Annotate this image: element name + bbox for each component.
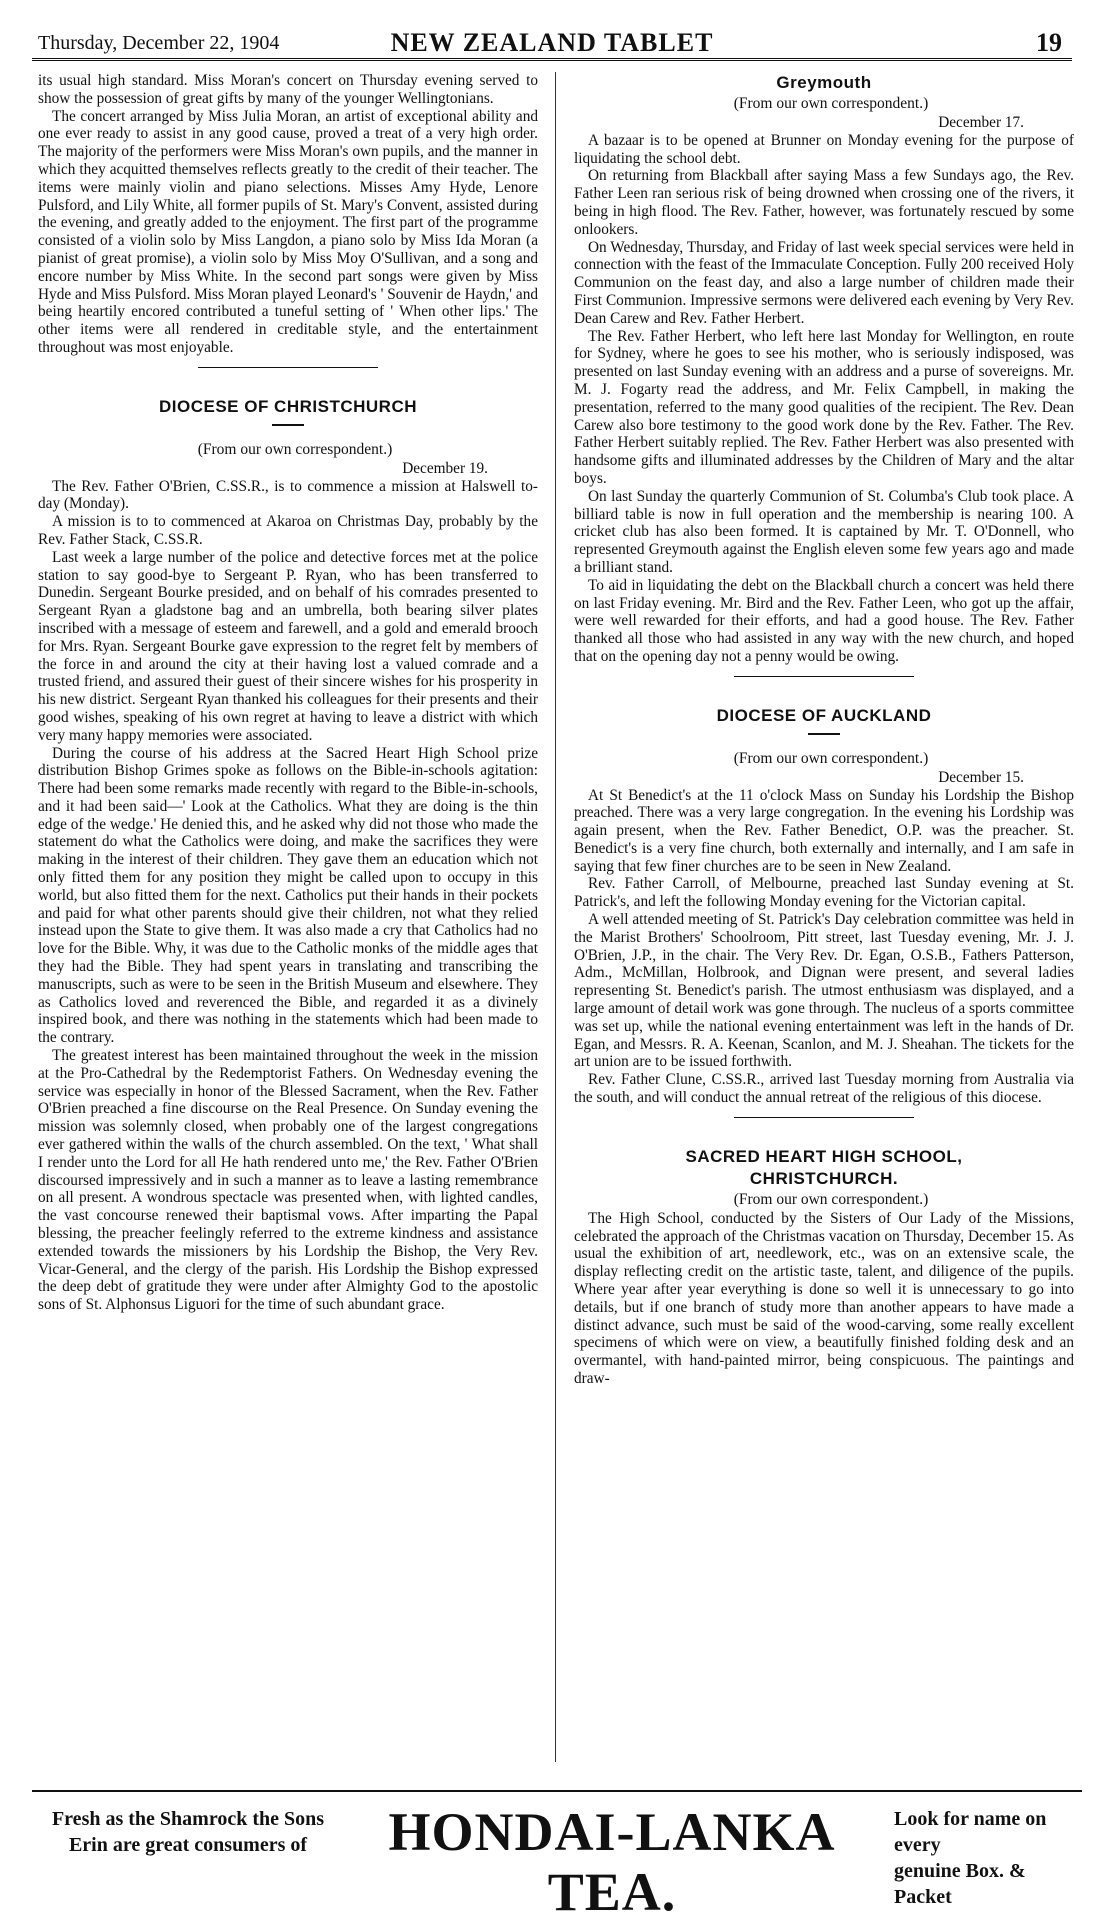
- article-paragraph: The Rev. Father Herbert, who left here last Monday for Wellington, en route for Sydney, where he goes to see his mother, who is seriously indisposed, was presented on last Sunday evening with an address and a purse of sovereigns. Mr. M. J. Fogarty read the address, and Mr. Felix Campbell, in making the presentation, referred to the many good qualities of the recipient. The Rev. Dean Carew also bore testimony to the good work done by the Rev. Father. The Rev. Father Herbert suitably replied. The Rev. Father Herbert was also presented with handsome gifts and illuminated addresses by the Children of Mary and the altar boys.: [574, 327, 1074, 487]
- ad-tagline-line1: Fresh as the Shamrock the Sons: [51, 1808, 325, 1830]
- correspondent-note: (From our own correspondent.): [197, 440, 393, 458]
- article-paragraph: A mission is to to commenced at Akaroa on Christmas Day, probably by the Rev. Father Stack, C.SS.R.: [38, 513, 538, 548]
- article-paragraph: At St Benedict's at the 11 o'clock Mass on Sunday his Lordship the Bishop preached. There was a very large congregation. In the evening his Lordship was again present, when the Rev. Father Benedict, O.P. was the preacher. St. Benedict's is a very fine church, both externally and internally, and I am safe in saying that few finer churches are to be seen in New Zealand.: [574, 786, 1074, 875]
- article-paragraph: A well attended meeting of St. Patrick's Day celebration committee was held in the Marist Brothers' Schoolroom, Pitt street, last Tuesday evening, Mr. J. J. O'Brien, J.P., in the chair. The Very Rev. Dr. Egan, O.S.B., Fathers Patterson, Adm., McMillan, Holbrook, and Dignan were present, and several ladies representing St. Benedict's parish. The utmost enthusiasm was displayed, and a large amount of detail work was gone through. The nucleus of a sports committee was set up, while the national evening entertainment was left in the hands of Dr. Egan, and Messrs. R. A. Keenan, Scanlon, and M. J. Sheahan. The tickets for the art union are to be issued forthwith.: [574, 911, 1074, 1071]
- article-paragraph: A bazaar is to be opened at Brunner on Monday evening for the purpose of liquidating the school debt.: [574, 131, 1074, 167]
- column-rule: [555, 72, 556, 1762]
- article-paragraph: On returning from Blackball after saying Mass a few Sundays ago, the Rev. Father Leen ran serious risk of being drowned when crossing one of the rivers, it being in high flood. The Rev. Father, however, was fortunately rescued by some onlookers.: [574, 167, 1074, 238]
- ad-notice-line2: genuine Box. & Packet: [894, 1860, 1026, 1908]
- article-paragraph: To aid in liquidating the debt on the Blackball church a concert was held there on last Friday evening. Mr. Bird and the Rev. Father Leen, who got up the affair, were well rewarded for their efforts, and had a good house. The Rev. Father thanked all those who had assisted in any way with the new church, and hoped that on the opening day not a penny would be owing.: [574, 576, 1074, 665]
- article-paragraph: Rev. Father Carroll, of Melbourne, preached last Sunday evening at St. Patrick's, and left the following Monday evening for the Victorian capital.: [574, 875, 1074, 911]
- ad-brand-name: HONDAI-LANKA TEA.: [388, 1802, 836, 1922]
- title-rule: [808, 733, 840, 735]
- section-title-auckland: DIOCESE OF AUCKLAND: [716, 705, 932, 725]
- dateline: December 19.: [402, 459, 488, 477]
- page-header: [32, 20, 1072, 61]
- article-paragraph: During the course of his address at the Sacred Heart High School prize distribution Bishop Grimes spoke as follows on the Bible-in-schools agitation: There had been some remarks made recently with regard to the Bible-in-schools, and it had been said—' Look at the Catholics. What they are doing is the thin edge of the wedge.' He denied this, and he asked why did not those who made the statement do what the Catholics were doing, and make the sacrifices they were making in the interest of their children. They gave them an education which not only fitted them for any position they might be called upon to occupy in this world, but also fitted them for the next. Catholics put their hands in their pockets and paid for what other parents should give their children, not what they relied instead upon the State to give them. It was also made a cry that Catholics had no love for the Bible. Why, it was due to the Catholic monks of the middle ages that they had the Bible. They had spent years in translating and transcribing the manuscripts, such as were to be seen in the British Museum and elsewhere. They as Catholics loved and reverenced the Bible, and regarded it as a divinely inspired book, and there was nothing in the statements which had been made to the contrary.: [38, 744, 538, 1047]
- section-title-greymouth: Greymouth: [776, 73, 872, 92]
- correspondent-note: (From our own correspondent.): [733, 95, 929, 112]
- correspondent-note: (From our own correspondent.): [733, 749, 929, 767]
- article-paragraph: On last Sunday the quarterly Communion of St. Columba's Club took place. A billiard table is now in full operation and the membership is nearing 100. A cricket club has also been formed. It is captained by Mr. T. O'Donnell, who represented Greymouth against the English eleven some few years ago and made a brilliant stand.: [574, 487, 1074, 576]
- page-number: 19: [1036, 28, 1062, 57]
- article-paragraph: The Rev. Father O'Brien, C.SS.R., is to commence a mission at Halswell to-day (Monday).: [38, 477, 538, 513]
- section-title-sacred-heart-line2: CHRISTCHURCH.: [749, 1168, 899, 1188]
- article-paragraph: On Wednesday, Thursday, and Friday of last week special services were held in connection with the feast of the Immaculate Conception. Fully 200 received Holy Communion on the feast day, and also a large number of children made their First Communion. Impressive sermons were delivered each evening by Very Rev. Dean Carew and Rev. Father Herbert.: [574, 238, 1074, 327]
- concert-paragraph: The concert arranged by Miss Julia Moran, an artist of exceptional ability and one ever ready to assist in any good cause, proved a treat of a very high order. The majority of the performers were Miss Moran's own pupils, and the manner in which they acquitted themselves reflects greatly to the credit of their teacher. The items were mainly violin and piano selections. Misses Amy Hyde, Lenore Pulsford, and Lily White, all former pupils of St. Mary's Convent, assisted during the evening, and greatly added to the enjoyment. The first part of the programme consisted of a violin solo by Miss Langdon, a piano solo by Miss Ida Moran (a pianist of great promise), a violin solo by Miss Moy O'Sullivan, and a song and encore number by Miss White. In the second part songs were given by Miss Hyde and Miss Pulsford. Miss Moran played Leonard's ' Souvenir de Haydn,' and being heartily encored contributed a tuneful setting of ' When other lips.' The other items were all rendered in creditable style, and the entertainment throughout was most enjoyable.: [38, 107, 538, 356]
- correspondent-note: (From our own correspondent.): [733, 1190, 929, 1208]
- ad-tagline: [38, 1806, 338, 1858]
- ad-tagline-line2: Erin are great consumers of: [68, 1834, 308, 1856]
- left-column: [38, 72, 538, 1314]
- dateline: December 15.: [938, 768, 1024, 786]
- ad-notice: [894, 1806, 1084, 1910]
- dateline: December 17.: [938, 114, 1024, 131]
- section-title-sacred-heart: SACRED HEART HIGH SCHOOL,: [685, 1146, 963, 1166]
- article-paragraph: The greatest interest has been maintained throughout the week in the mission at the Pro-Cathedral by the Redemptorist Fathers. On Wednesday evening the service was especially in honor of the Blessed Sacrament, when the Rev. Father O'Brien preached a fine discourse on the Real Presence. On Sunday evening the mission was solemnly closed, when probably one of the largest congregations ever gathered within the walls of the church assembled. On the text, ' What shall I render unto the Lord for all He hath rendered unto me,' the Rev. Father O'Brien discoursed impressively and in such a manner as to leave a lasting remembrance on all present. A wondrous spectacle was presented when, with lighted candles, the vast concourse renewed their baptismal vows. After imparting the Papal blessing, the preacher feelingly referred to the extreme kindness and assistance extended towards the missioners by his Lordship the Bishop, the Very Rev. Vicar-General, and the clergy of the parish. His Lordship the Bishop expressed the deep debt of gratitude they were under after Almighty God to the apostolic sons of St. Alphonsus Liguori for the time of such abundant grace.: [38, 1047, 538, 1314]
- ad-notice-line1: Look for name on every: [894, 1808, 1047, 1856]
- title-rule: [272, 424, 304, 426]
- continued-paragraph: its usual high standard. Miss Moran's concert on Thursday evening served to show the possession of great gifts by many of the younger Wellingtonians.: [38, 72, 538, 107]
- section-title-christchurch: DIOCESE OF CHRISTCHURCH: [158, 396, 417, 416]
- article-paragraph: The High School, conducted by the Sisters of Our Lady of the Missions, celebrated the approach of the Christmas vacation on Thursday, December 15. As usual the exhibition of art, needlework, etc., was on an extensive scale, the display reflecting credit on the artistic taste, talent, and diligence of the pupils. Where year after year everything is done so well it is unnecessary to go into details, but if one branch of study more than another appears to have made a distinct advance, such must be said of the wood-carving, some really excellent specimens of which were on view, a beautifully finished folding desk and an overmantel, with hand-painted mirror, being conspicuous. The paintings and draw-: [574, 1209, 1074, 1388]
- article-paragraph: Rev. Father Clune, C.SS.R., arrived last Tuesday morning from Australia via the south, and will conduct the annual retreat of the religious of this diocese.: [574, 1071, 1074, 1107]
- section-divider: [734, 1117, 914, 1118]
- right-column: [574, 72, 1074, 1388]
- section-divider: [734, 676, 914, 677]
- article-paragraph: Last week a large number of the police and detective forces met at the police station to say good-bye to Sergeant P. Ryan, who has been transferred to Dunedin. Sergeant Bourke presided, and on behalf of his comrades presented to Sergeant Ryan a gladstone bag and an umbrella, both bearing silver plates inscribed with a message of esteem and farewell, and a gold and emerald brooch for Mrs. Ryan. Sergeant Bourke gave expression to the regret felt by members of the force in and around the city at their having lost a valued comrade and a trusted friend, and assured their guest of their sincere wishes for his prosperity in his new district. Sergeant Ryan thanked his colleagues for their presents and their good wishes, speaking of his own regret at having to leave a district with which very many happy memories were associated.: [38, 548, 538, 744]
- issue-date: Thursday, December 22, 1904: [38, 32, 280, 54]
- section-divider: [198, 367, 378, 368]
- advertisement-banner: [32, 1790, 1082, 1922]
- masthead-title: NEW ZEALAND TABLET: [390, 28, 714, 57]
